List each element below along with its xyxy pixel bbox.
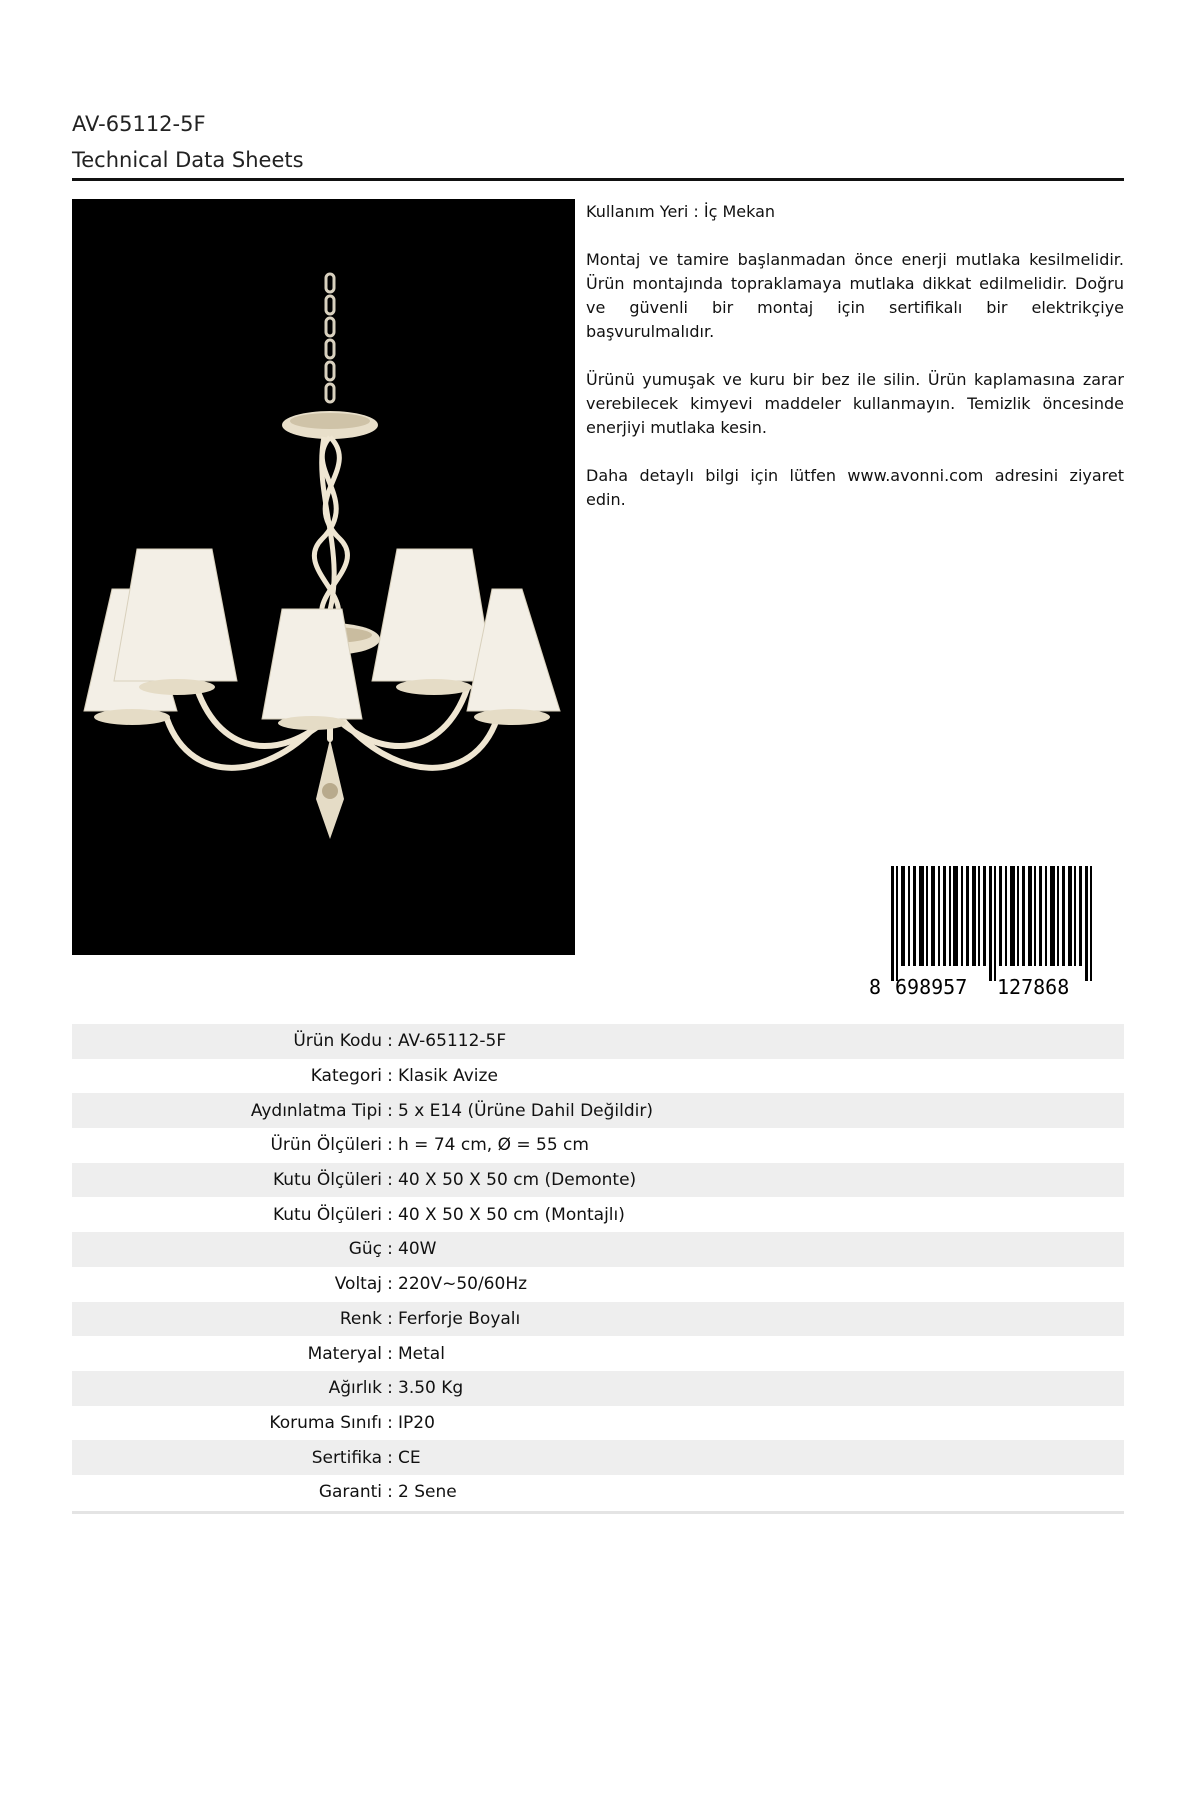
spec-label: Ürün Ölçüleri xyxy=(270,1135,382,1156)
spec-value: 3.50 Kg xyxy=(398,1378,464,1399)
spec-row xyxy=(72,1406,1124,1441)
spec-value: AV-65112-5F xyxy=(398,1031,507,1052)
spec-row xyxy=(72,1128,1124,1163)
barcode-digits-left: 698957 xyxy=(895,975,968,999)
spec-separator: : xyxy=(387,1482,393,1503)
spec-label: Garanti xyxy=(318,1482,382,1503)
spec-row xyxy=(72,1232,1124,1267)
spec-label: Voltaj xyxy=(334,1274,382,1295)
spec-separator: : xyxy=(387,1412,393,1433)
spec-value: CE xyxy=(398,1447,421,1468)
barcode-digits-right: 127868 xyxy=(997,975,1070,999)
cleaning-instructions: Ürünü yumuşak ve kuru bir bez ile silin. Ürün kaplamasına zarar verebilecek kimyevi maddeler kullanmayın. Temizlik öncesinde enerjiyi mutlaka kesin. xyxy=(586,370,1124,437)
spec-separator: : xyxy=(387,1031,393,1052)
spec-row xyxy=(72,1371,1124,1406)
document-subtitle: Technical Data Sheets xyxy=(72,148,304,172)
spec-label: Materyal xyxy=(307,1343,382,1364)
spec-row xyxy=(72,1093,1124,1128)
spec-value: 40W xyxy=(398,1239,437,1260)
spec-label: Renk xyxy=(339,1308,382,1329)
spec-row xyxy=(72,1024,1124,1059)
spec-separator: : xyxy=(387,1204,393,1225)
spec-label: Ağırlık xyxy=(328,1378,382,1399)
spec-row xyxy=(72,1059,1124,1094)
spec-value: Ferforje Boyalı xyxy=(398,1308,521,1329)
usage-location: Kullanım Yeri : İç Mekan xyxy=(586,202,776,221)
spec-separator: : xyxy=(387,1239,393,1260)
product-code-heading: AV-65112-5F xyxy=(72,112,206,136)
spec-label: Kutu Ölçüleri xyxy=(272,1204,382,1225)
spec-row xyxy=(72,1302,1124,1337)
spec-separator: : xyxy=(387,1447,393,1468)
spec-label: Sertifika xyxy=(311,1447,382,1468)
spec-label: Ürün Kodu xyxy=(293,1031,382,1052)
spec-value: 2 Sene xyxy=(398,1482,457,1503)
spec-label: Koruma Sınıfı xyxy=(269,1412,382,1433)
spec-separator: : xyxy=(387,1170,393,1191)
header-divider xyxy=(72,178,1124,181)
spec-value: Klasik Avize xyxy=(398,1066,498,1087)
spec-row xyxy=(72,1440,1124,1475)
spec-separator: : xyxy=(387,1100,393,1121)
spec-separator: : xyxy=(387,1343,393,1364)
spec-separator: : xyxy=(387,1066,393,1087)
barcode-digit-first: 8 xyxy=(869,975,882,999)
spec-row xyxy=(72,1475,1124,1510)
installation-warning: Montaj ve tamire başlanmadan önce enerji mutlaka kesilmelidir. Ürün montajında topraklamaya mutlaka dikkat edilmelidir. Doğru ve güvenli bir montaj için sertifikalı bir elektrikçiye başvurulmalıdır. xyxy=(586,250,1124,341)
spec-value: IP20 xyxy=(398,1412,435,1433)
spec-value: 40 X 50 X 50 cm (Montajlı) xyxy=(398,1204,625,1225)
usage-description xyxy=(586,200,1124,536)
chandelier-illustration xyxy=(72,199,575,955)
spec-label: Güç xyxy=(348,1239,382,1260)
barcode-graphic xyxy=(865,860,1125,1000)
spec-separator: : xyxy=(387,1135,393,1156)
spec-label: Kutu Ölçüleri xyxy=(272,1170,382,1191)
spec-separator: : xyxy=(387,1378,393,1399)
product-barcode xyxy=(865,860,1125,1000)
spec-row xyxy=(72,1336,1124,1371)
spec-value: 220V~50/60Hz xyxy=(398,1274,528,1295)
spec-label: Aydınlatma Tipi xyxy=(250,1100,382,1121)
website-info: Daha detaylı bilgi için lütfen www.avonni.com adresini ziyaret edin. xyxy=(586,466,1124,509)
spec-label: Kategori xyxy=(310,1066,382,1087)
spec-value: 40 X 50 X 50 cm (Demonte) xyxy=(398,1170,637,1191)
spec-separator: : xyxy=(387,1274,393,1295)
spec-table xyxy=(72,1024,1124,1510)
spec-value: h = 74 cm, Ø = 55 cm xyxy=(398,1135,589,1156)
spec-separator: : xyxy=(387,1308,393,1329)
spec-row xyxy=(72,1163,1124,1198)
spec-value: Metal xyxy=(398,1343,445,1364)
spec-row xyxy=(72,1267,1124,1302)
footer-divider xyxy=(72,1511,1124,1514)
spec-row xyxy=(72,1197,1124,1232)
spec-value: 5 x E14 (Ürüne Dahil Değildir) xyxy=(398,1100,653,1121)
product-photo xyxy=(72,199,575,955)
